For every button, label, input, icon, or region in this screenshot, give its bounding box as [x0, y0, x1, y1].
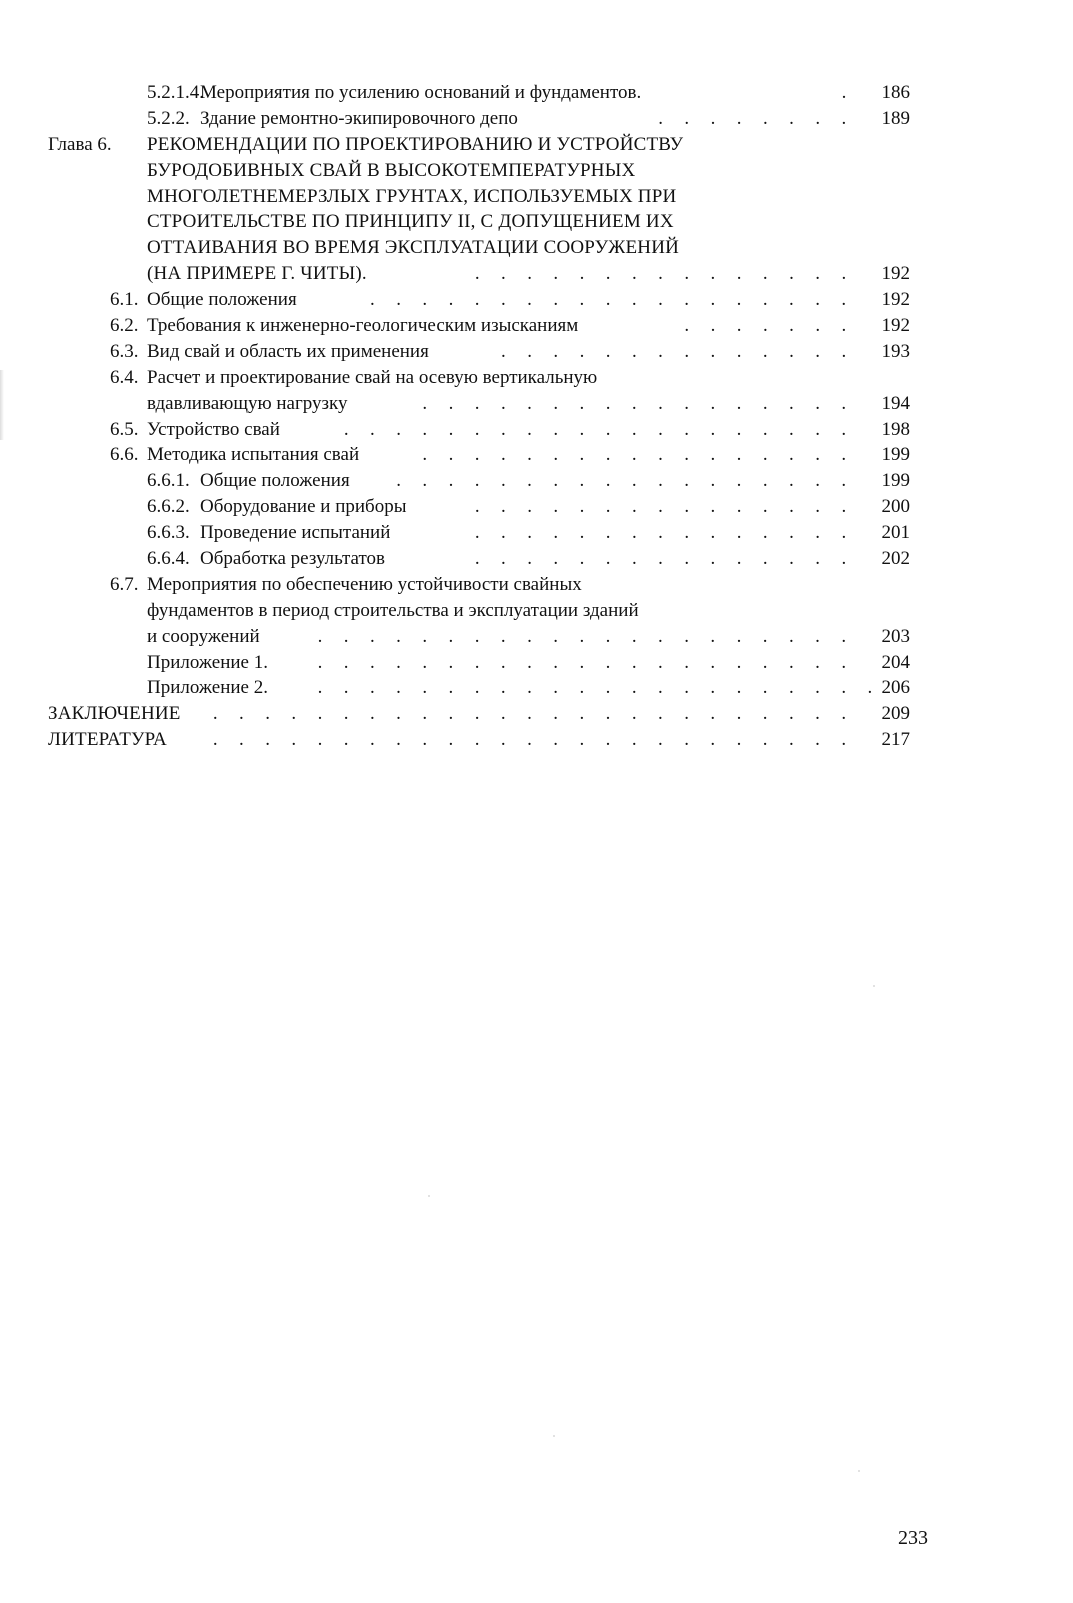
dot-leader: . . . . . . .: [684, 315, 847, 337]
dot-leader: . . . . . . . . . . . . . .: [501, 340, 847, 362]
toc-entry-title[interactable]: Приложение 2.: [147, 677, 268, 699]
toc-entry-title-continued[interactable]: фундаментов в период строительства и эксплуатации зданий: [147, 599, 639, 621]
toc-line: [0, 520, 1073, 546]
toc-entry-title[interactable]: Мероприятия по обеспечению устойчивости свайных: [147, 573, 582, 595]
page-reference[interactable]: 194: [881, 392, 910, 414]
page-reference[interactable]: 201: [881, 522, 910, 544]
dot-leader: . . . . . . . . . . . . . . . . . . . . .: [317, 625, 847, 647]
toc-entry-title-continued[interactable]: вдавливающую нагрузку: [147, 392, 348, 414]
dot-leader: . . . . . . . . . . . . . . . . . . . . .: [317, 651, 847, 673]
dot-leader: . . . . . . . . . . . . . . . . . . .: [370, 289, 847, 311]
dot-leader: . . . . . . . . . . . . . . . . .: [422, 392, 847, 414]
toc-line: [0, 650, 1073, 676]
toc-line: [0, 701, 1073, 727]
page-reference[interactable]: 192: [881, 289, 910, 311]
toc-line: [0, 80, 1073, 106]
scan-speck: [428, 1195, 430, 1197]
toc-line: [0, 598, 1073, 624]
dot-leader: . . . . . . . . . . . . . . . . . . . . . . . . .: [212, 729, 847, 751]
page-reference[interactable]: 217: [881, 729, 910, 751]
dot-leader: . . . . . . . .: [658, 107, 847, 129]
toc-line: [0, 313, 1073, 339]
toc-entry-title[interactable]: РЕКОМЕНДАЦИИ ПО ПРОЕКТИРОВАНИЮ И УСТРОЙСТВУ: [147, 133, 684, 155]
toc-entry-title[interactable]: Требования к инженерно-геологическим изысканиям: [147, 315, 579, 337]
section-number: 6.4.: [110, 366, 139, 388]
page-reference[interactable]: 203: [881, 625, 910, 647]
toc-line: [0, 132, 1073, 158]
page-reference[interactable]: 199: [881, 444, 910, 466]
toc-line: [0, 106, 1073, 132]
toc-line: [0, 209, 1073, 235]
toc-entry-title-continued[interactable]: МНОГОЛЕТНЕМЕРЗЛЫХ ГРУНТАХ, ИСПОЛЬЗУЕМЫХ ПРИ: [147, 185, 677, 207]
section-number: 6.6.: [110, 444, 139, 466]
toc-line: [0, 442, 1073, 468]
section-number: 5.2.2.: [147, 107, 190, 129]
dot-leader: . . . . . . . . . . . . . . . . . . . . . .: [317, 677, 873, 699]
page-reference[interactable]: 193: [881, 340, 910, 362]
page-reference[interactable]: 206: [881, 677, 910, 699]
page-reference[interactable]: 200: [881, 496, 910, 518]
toc-entry-title[interactable]: Общие положения: [200, 470, 350, 492]
section-number: 6.7.: [110, 573, 139, 595]
toc-line: [0, 391, 1073, 417]
section-number: 6.3.: [110, 340, 139, 362]
dot-leader: . . . . . . . . . . . . . . . . . . . . . . . . .: [212, 703, 847, 725]
toc-entry-title-continued[interactable]: (НА ПРИМЕРЕ Г. ЧИТЫ).: [147, 263, 367, 285]
toc-line: [0, 727, 1073, 753]
toc-entry-title[interactable]: Здание ремонтно-экипировочного депо: [200, 107, 518, 129]
dot-leader: . . . . . . . . . . . . . . .: [474, 263, 847, 285]
toc-entry-title-continued[interactable]: СТРОИТЕЛЬСТВЕ ПО ПРИНЦИПУ II, С ДОПУЩЕНИЕМ ИХ: [147, 211, 674, 233]
section-number: 6.2.: [110, 315, 139, 337]
page-reference[interactable]: 192: [881, 263, 910, 285]
section-number: 6.6.1.: [147, 470, 190, 492]
dot-leader: . . . . . . . . . . . . . . . . . . . .: [343, 418, 847, 440]
page-reference[interactable]: 202: [881, 548, 910, 570]
toc-line: [0, 365, 1073, 391]
toc-entry-title[interactable]: Вид свай и область их применения: [147, 340, 429, 362]
chapter-label: Глава 6.: [48, 133, 112, 155]
page-number: 233: [898, 1527, 928, 1549]
page-reference[interactable]: 199: [881, 470, 910, 492]
toc-entry-title[interactable]: Расчет и проектирование свай на осевую вертикальную: [147, 366, 598, 388]
dot-leader: . . . . . . . . . . . . . . . . . .: [396, 470, 847, 492]
page-reference[interactable]: 189: [881, 107, 910, 129]
toc-entry-title[interactable]: Методика испытания свай: [147, 444, 360, 466]
page-reference[interactable]: 186: [881, 82, 910, 103]
toc-entry-title[interactable]: Обработка результатов: [200, 548, 386, 570]
section-number: 6.1.: [110, 289, 139, 311]
toc-line: [0, 572, 1073, 598]
toc-line: [0, 261, 1073, 287]
toc-line: [0, 546, 1073, 572]
toc-entry-title-continued[interactable]: БУРОДОБИВНЫХ СВАЙ В ВЫСОКОТЕМПЕРАТУРНЫХ: [147, 159, 636, 181]
toc-line: [0, 675, 1073, 701]
toc-line: [0, 287, 1073, 313]
dot-leader: . . . . . . . . . . . . . . .: [474, 496, 847, 518]
toc-entry-title[interactable]: ЛИТЕРАТУРА: [48, 729, 167, 751]
dot-leader: .: [841, 82, 847, 103]
toc-line: [0, 494, 1073, 520]
toc-line: [0, 184, 1073, 210]
scan-speck: [553, 1435, 555, 1437]
section-number: 6.5.: [110, 418, 139, 440]
dot-leader: . . . . . . . . . . . . . . .: [474, 522, 847, 544]
page-reference[interactable]: 192: [881, 315, 910, 337]
section-number: 6.6.4.: [147, 548, 190, 570]
dot-leader: . . . . . . . . . . . . . . .: [474, 548, 847, 570]
toc-entry-title[interactable]: Устройство свай: [147, 418, 280, 440]
toc-line: [0, 158, 1073, 184]
toc-line: [0, 417, 1073, 443]
toc-entry-title-continued[interactable]: ОТТАИВАНИЯ ВО ВРЕМЯ ЭКСПЛУАТАЦИИ СООРУЖЕНИЙ: [147, 237, 680, 259]
toc-line: [0, 235, 1073, 261]
section-number: 6.6.2.: [147, 496, 190, 518]
page-reference[interactable]: 204: [881, 651, 910, 673]
section-number: 6.6.3.: [147, 522, 190, 544]
toc-entry-title[interactable]: Общие положения: [147, 289, 297, 311]
toc-entry-title[interactable]: Мероприятия по усилению оснований и фундаментов.: [200, 82, 642, 103]
table-of-contents: [0, 80, 1073, 753]
scan-speck: [873, 985, 875, 987]
toc-entry-title-continued[interactable]: и сооружений: [147, 625, 260, 647]
toc-line: [0, 468, 1073, 494]
page-reference[interactable]: 198: [881, 418, 910, 440]
toc-entry-title[interactable]: Приложение 1.: [147, 651, 268, 673]
page-reference[interactable]: 209: [881, 703, 910, 725]
toc-entry-title[interactable]: ЗАКЛЮЧЕНИЕ: [48, 703, 181, 725]
scan-speck: [858, 1470, 860, 1472]
dot-leader: . . . . . . . . . . . . . . . . .: [422, 444, 847, 466]
toc-line: [0, 339, 1073, 365]
toc-entry-title[interactable]: Оборудование и приборы: [200, 496, 407, 518]
toc-line: [0, 624, 1073, 650]
toc-entry-title[interactable]: Проведение испытаний: [200, 522, 391, 544]
section-number: 5.2.1.4.: [147, 82, 204, 103]
